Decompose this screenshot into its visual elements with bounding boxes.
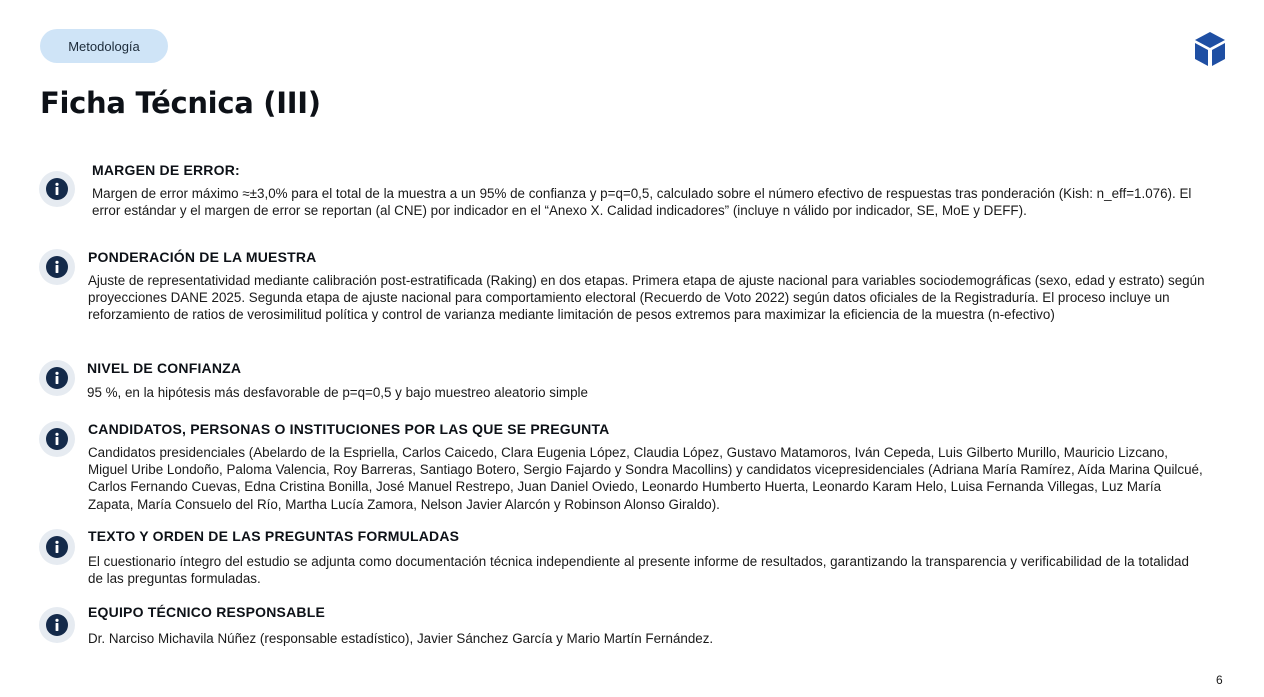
section-body: Ajuste de representatividad mediante calibración post-estratificada (Raking) en dos etapas. Primera etapa de ajuste nacional para variables sociodemográficas (sexo, edad y estrato) según proyecciones DANE 2025. Segunda etapa de ajuste nacional para comportamiento electoral (Recuerdo de Voto 2022) según datos oficiales de la Registraduría. El proceso incluye un reforzamiento de ratios de verosimilitud política y control de varianza mediante limitación de pesos extremos para maximizar la eficiencia de la muestra (n-efectivo) — [88, 273, 1205, 323]
info-icon — [39, 249, 75, 285]
section-body: Margen de error máximo ≈±3,0% para el total de la muestra a un 95% de confianza y p=q=0,5, calculado sobre el número efectivo de respuestas tras ponderación (Kish: n_eff=1.076). El error estándar y el margen de error se reportan (al CNE) por indicador en el “Anexo X. Calidad indicadores” (incluye n válido por indicador, SE, MoE y DEFF). — [92, 186, 1192, 219]
cube-logo-icon — [1192, 30, 1228, 68]
info-icon — [39, 607, 75, 643]
page-title: Ficha Técnica (III) — [40, 86, 321, 120]
section-body: Candidatos presidenciales (Abelardo de la Espriella, Carlos Caicedo, Clara Eugenia López, Claudia López, Gustavo Matamoros, Iván Cepeda, Luis Gilberto Murillo, Mauricio Lizcano, Miguel Uribe Londoño, Paloma Valencia, Roy Barreras, Santiago Botero, Sergio Fajardo y Sondra Macollins) y candidatos vicepresidenciales (Adriana María Ramírez, Aída Marina Quilcué, Carlos Fernando Cuevas, Edna Cristina Bonilla, José Manuel Restrepo, Juan Daniel Oviedo, Leonardo Humberto Huerta, Leonardo Karam Helo, Luisa Fernanda Villegas, Luz María Zapata, María Consuelo del Río, Martha Lucía Zamora, Nelson Javier Alarcón y Robinson Alonso Giraldo). — [88, 445, 1203, 512]
section-body: Dr. Narciso Michavila Núñez (responsable estadístico), Javier Sánchez García y Mario Martín Fernández. — [88, 631, 714, 646]
section-body: El cuestionario íntegro del estudio se adjunta como documentación técnica independiente al presente informe de resultados, garantizando la transparencia y verificabilidad de la totalidad de las preguntas formuladas. — [88, 554, 1189, 587]
section-title: CANDIDATOS, PERSONAS O INSTITUCIONES POR LAS QUE SE PREGUNTA — [88, 421, 610, 437]
page-number: 6 — [1216, 673, 1223, 687]
section-title: MARGEN DE ERROR: — [92, 162, 240, 178]
info-icon — [39, 421, 75, 457]
section-title: NIVEL DE CONFIANZA — [87, 360, 242, 376]
section-title: TEXTO Y ORDEN DE LAS PREGUNTAS FORMULADAS — [88, 528, 460, 544]
section-title: PONDERACIÓN DE LA MUESTRA — [88, 249, 317, 265]
info-icon — [39, 171, 75, 207]
section-body: 95 %, en la hipótesis más desfavorable de p=q=0,5 y bajo muestreo aleatorio simple — [87, 385, 588, 400]
section-tag: Metodología — [40, 29, 168, 63]
section-title: EQUIPO TÉCNICO RESPONSABLE — [88, 604, 326, 620]
info-icon — [39, 529, 75, 565]
info-icon — [39, 360, 75, 396]
